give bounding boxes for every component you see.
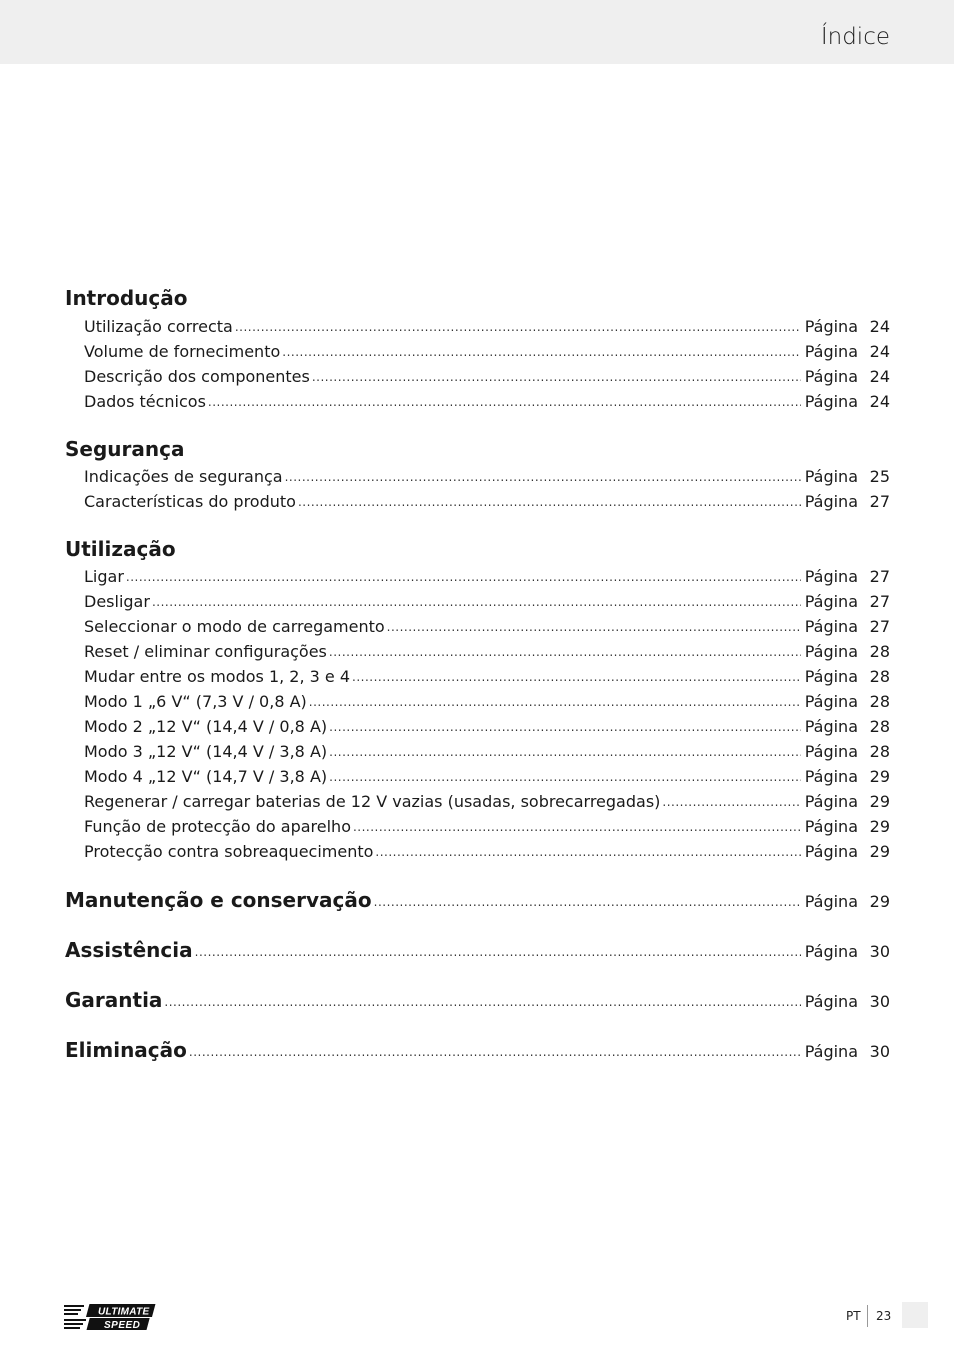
toc-page-word: Página	[804, 692, 858, 711]
toc-entry-label: Reset / eliminar configurações	[84, 642, 327, 661]
toc-entry-label: Modo 1 „6 V“ (7,3 V / 0,8 A)	[84, 692, 307, 711]
toc-page-word: Página	[804, 842, 858, 861]
toc-entry-label: Função de protecção do aparelho	[84, 817, 351, 836]
toc-entry[interactable]	[84, 587, 890, 612]
toc-page-word: Página	[804, 817, 858, 836]
toc-page-word: Página	[804, 992, 858, 1011]
leader-dots	[285, 469, 801, 487]
toc-page-word: Página	[804, 492, 858, 511]
leader-dots	[189, 1044, 801, 1062]
toc-entry[interactable]	[84, 312, 890, 337]
leader-dots	[164, 994, 800, 1012]
leader-dots	[374, 894, 801, 912]
toc-page-number: 29	[869, 767, 890, 786]
toc-page-number: 30	[869, 1042, 890, 1061]
toc-page-word: Página	[804, 792, 858, 811]
toc-entry-label: Manutenção e conservação	[65, 888, 372, 912]
toc-page-word: Página	[804, 317, 858, 336]
toc-entry[interactable]	[84, 787, 890, 812]
toc-major-entry-assistencia[interactable]	[65, 937, 890, 962]
toc-page-word: Página	[804, 942, 858, 961]
toc-entry-label: Modo 2 „12 V“ (14,4 V / 0,8 A)	[84, 717, 328, 736]
toc-page-number: 27	[869, 617, 890, 636]
toc-entry[interactable]	[84, 637, 890, 662]
leader-dots	[195, 944, 801, 962]
toc-page-word: Página	[804, 642, 858, 661]
toc-page-word: Página	[804, 392, 858, 411]
toc-page-word: Página	[804, 742, 858, 761]
toc-page-word: Página	[804, 592, 858, 611]
leader-dots	[375, 844, 800, 862]
toc-entry[interactable]	[84, 562, 890, 587]
toc-entry-label: Regenerar / carregar baterias de 12 V vazias (usadas, sobrecarregadas)	[84, 792, 661, 811]
leader-dots	[152, 594, 801, 612]
toc-page-number: 29	[869, 892, 890, 911]
toc-entry-label: Modo 3 „12 V“ (14,4 V / 3,8 A)	[84, 742, 328, 761]
toc-page-word: Página	[804, 617, 858, 636]
section-heading-utilizacao: Utilização	[65, 537, 176, 561]
toc-page-number: 29	[869, 842, 890, 861]
toc-entry-label: Volume de fornecimento	[84, 342, 281, 361]
toc-entry[interactable]	[84, 662, 890, 687]
toc-page-number: 28	[869, 642, 890, 661]
page-title: Índice	[820, 24, 890, 50]
toc-entry[interactable]	[84, 712, 890, 737]
toc-entry-label: Eliminação	[65, 1038, 187, 1062]
toc-page-number: 29	[869, 792, 890, 811]
toc-page-number: 28	[869, 692, 890, 711]
leader-dots	[387, 619, 801, 637]
toc-entry[interactable]	[84, 812, 890, 837]
toc-entry[interactable]	[84, 462, 890, 487]
toc-page-word: Página	[804, 1042, 858, 1061]
toc-entry[interactable]	[84, 837, 890, 862]
leader-dots	[309, 694, 801, 712]
toc-entry-label: Indicações de segurança	[84, 467, 283, 486]
leader-dots	[298, 494, 801, 512]
toc-entry[interactable]	[84, 487, 890, 512]
toc-page-number: 27	[869, 567, 890, 586]
toc-entry-label: Descrição dos componentes	[84, 367, 310, 386]
footer-tab-marker	[902, 1302, 928, 1328]
leader-dots	[329, 719, 801, 737]
header-band	[0, 0, 954, 64]
toc-page-word: Página	[804, 667, 858, 686]
toc-page-number: 24	[869, 392, 890, 411]
toc-page-number: 28	[869, 667, 890, 686]
toc-entry-label: Utilização correcta	[84, 317, 233, 336]
svg-text:SPEED: SPEED	[104, 1320, 141, 1331]
toc-page-word: Página	[804, 342, 858, 361]
leader-dots	[235, 319, 801, 337]
toc-page-word: Página	[804, 767, 858, 786]
brand-logo	[64, 1302, 160, 1332]
leader-dots	[353, 819, 801, 837]
toc-entry[interactable]	[84, 337, 890, 362]
toc-page-number: 24	[869, 317, 890, 336]
section-heading-seguranca: Segurança	[65, 437, 185, 461]
toc-page-word: Página	[804, 567, 858, 586]
toc-page-word: Página	[804, 367, 858, 386]
toc-entry-label: Garantia	[65, 988, 163, 1012]
toc-entry[interactable]	[84, 762, 890, 787]
leader-dots	[662, 794, 800, 812]
toc-major-entry-manutencao[interactable]	[65, 887, 890, 912]
toc-page-number: 29	[869, 817, 890, 836]
leader-dots	[329, 769, 801, 787]
toc-entry-label: Assistência	[65, 938, 193, 962]
toc-page-number: 30	[869, 992, 890, 1011]
leader-dots	[282, 344, 800, 362]
leader-dots	[329, 744, 801, 762]
toc-page-number: 28	[869, 742, 890, 761]
section-heading-introducao: Introdução	[65, 286, 188, 310]
toc-page-number: 28	[869, 717, 890, 736]
toc-page-word: Página	[804, 892, 858, 911]
toc-major-entry-garantia[interactable]	[65, 987, 890, 1012]
svg-text:ULTIMATE: ULTIMATE	[98, 1306, 150, 1318]
toc-entry[interactable]	[84, 387, 890, 412]
toc-page-number: 25	[869, 467, 890, 486]
footer-divider	[867, 1305, 868, 1327]
toc-page-word: Página	[804, 717, 858, 736]
leader-dots	[208, 394, 801, 412]
leader-dots	[312, 369, 801, 387]
page-number: 23	[876, 1309, 892, 1323]
toc-page-number: 27	[869, 492, 890, 511]
ultimate-speed-logo-icon	[64, 1302, 160, 1332]
toc-entry-label: Características do produto	[84, 492, 296, 511]
toc-entry-label: Seleccionar o modo de carregamento	[84, 617, 385, 636]
toc-page-number: 24	[869, 342, 890, 361]
toc-entry[interactable]	[84, 612, 890, 637]
toc-page-word: Página	[804, 467, 858, 486]
toc-entry[interactable]	[84, 737, 890, 762]
toc-entry-label: Dados técnicos	[84, 392, 206, 411]
toc-page-number: 30	[869, 942, 890, 961]
toc-entry-label: Modo 4 „12 V“ (14,7 V / 3,8 A)	[84, 767, 328, 786]
leader-dots	[329, 644, 801, 662]
toc-major-entry-eliminacao[interactable]	[65, 1037, 890, 1062]
language-code: PT	[846, 1309, 861, 1323]
toc-entry[interactable]	[84, 362, 890, 387]
toc-entry-label: Mudar entre os modos 1, 2, 3 e 4	[84, 667, 351, 686]
toc-page-number: 24	[869, 367, 890, 386]
leader-dots	[352, 669, 801, 687]
toc-entry-label: Ligar	[84, 567, 124, 586]
toc-entry-label: Protecção contra sobreaquecimento	[84, 842, 374, 861]
toc-entry[interactable]	[84, 687, 890, 712]
toc-entry-label: Desligar	[84, 592, 150, 611]
leader-dots	[126, 569, 801, 587]
toc-page-number: 27	[869, 592, 890, 611]
